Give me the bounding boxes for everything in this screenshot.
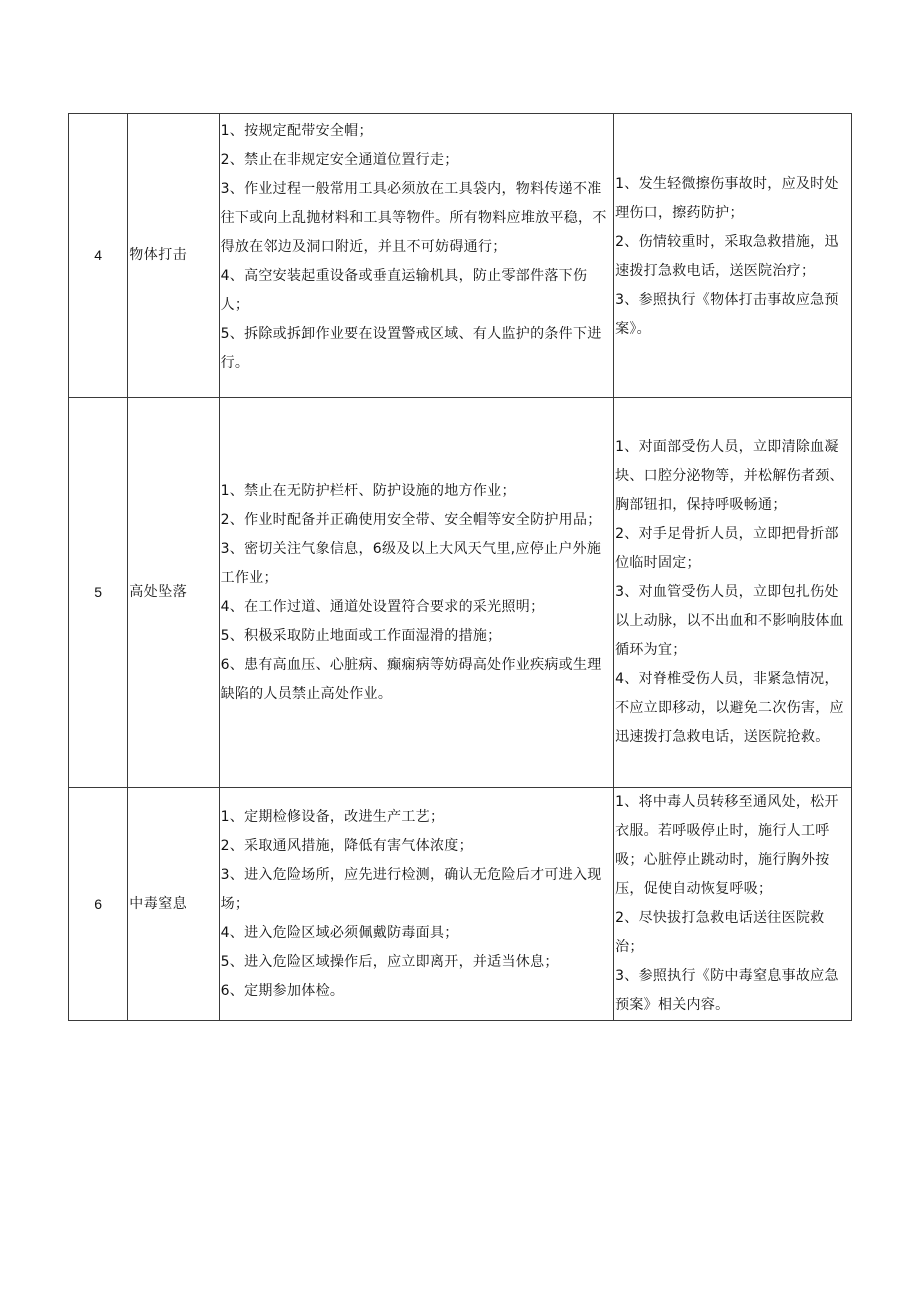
emergency-response bbox=[614, 114, 852, 398]
response-item: 1、将中毒人员转移至通风处，松开衣服。若呼吸停止时，施行人工呼吸；心脏停止跳动时，施行胸外按压，促使自动恢复呼吸； bbox=[615, 794, 839, 897]
emergency-response bbox=[614, 788, 852, 1021]
response-item: 1、发生轻微擦伤事故时，应及时处理伤口，擦药防护； bbox=[615, 176, 839, 221]
row-number: 5 bbox=[69, 398, 128, 788]
measure-item: 5、积极采取防止地面或工作面湿滑的措施； bbox=[220, 627, 502, 644]
measure-item: 1、按规定配带安全帽； bbox=[220, 123, 373, 139]
measure-item: 6、患有高血压、心脏病、癫痫病等妨碍高处作业疾病或生理缺陷的人员禁止高处作业。 bbox=[220, 656, 602, 702]
response-item: 2、尽快拔打急救电话送往医院救治； bbox=[615, 910, 825, 955]
preventive-measures bbox=[219, 398, 614, 788]
hazard-type: 高处坠落 bbox=[128, 398, 219, 788]
measure-item: 2、采取通风措施，降低有害气体浓度； bbox=[220, 837, 473, 854]
response-item: 2、伤情较重时，采取急救措施，迅速拨打急救电话，送医院治疗； bbox=[615, 234, 839, 279]
measure-item: 1、定期检修设备，改进生产工艺； bbox=[220, 808, 445, 825]
measure-item: 2、禁止在非规定安全通道位置行走； bbox=[220, 152, 459, 168]
measure-item: 4、在工作过道、通道处设置符合要求的采光照明； bbox=[220, 598, 545, 615]
response-item: 4、对脊椎受伤人员，非紧急情况，不应立即移动，以避免二次伤害，应迅速拨打急救电话，送医院抢救。 bbox=[615, 671, 844, 745]
measure-item: 2、作业时配备并正确使用安全带、安全帽等安全防护用品； bbox=[220, 511, 602, 528]
response-item: 3、参照执行《防中毒窒息事故应急预案》相关内容。 bbox=[615, 968, 839, 1013]
table-row bbox=[69, 398, 852, 788]
row-number: 4 bbox=[69, 114, 128, 398]
measure-item: 1、禁止在无防护栏杆、防护设施的地方作业； bbox=[220, 482, 516, 499]
emergency-response bbox=[614, 398, 852, 788]
response-item: 1、对面部受伤人员，立即清除血凝块、口腔分泌物等，并松解伤者颈、胸部钮扣，保持呼吸畅通； bbox=[615, 439, 844, 513]
response-item: 3、对血管受伤人员，立即包扎伤处以上动脉，以不出血和不影响肢体血循环为宜； bbox=[615, 584, 844, 658]
response-item: 3、参照执行《物体打击事故应急预案》。 bbox=[615, 292, 839, 337]
measure-item: 5、拆除或拆卸作业要在设置警戒区域、有人监护的条件下进行。 bbox=[220, 326, 602, 371]
measure-item: 5、进入危险区域操作后，应立即离开，并适当休息； bbox=[220, 953, 559, 970]
hazard-type: 中毒窒息 bbox=[128, 788, 219, 1021]
measure-item: 6、定期参加体检。 bbox=[220, 982, 345, 999]
table-row bbox=[69, 788, 852, 1021]
preventive-measures bbox=[219, 788, 614, 1021]
safety-measures-table bbox=[68, 113, 852, 1021]
response-item: 2、对手足骨折人员，立即把骨折部位临时固定； bbox=[615, 526, 839, 571]
measure-item: 3、密切关注气象信息，6级及以上大风天气里,应停止户外施工作业； bbox=[220, 540, 602, 586]
measure-item: 4、进入危险区域必须佩戴防毒面具； bbox=[220, 924, 459, 941]
table-row bbox=[69, 114, 852, 398]
row-number: 6 bbox=[69, 788, 128, 1021]
hazard-type: 物体打击 bbox=[128, 114, 219, 398]
preventive-measures bbox=[219, 114, 614, 398]
measure-item: 3、作业过程一般常用工具必须放在工具袋内，物料传递不准往下或向上乱抛材料和工具等物件。所有物料应堆放平稳，不得放在邻边及洞口附近，并且不可妨碍通行； bbox=[220, 181, 607, 255]
measure-item: 3、进入危险场所，应先进行检测，确认无危险后才可进入现场； bbox=[220, 866, 602, 912]
measure-item: 4、高空安装起重设备或垂直运输机具，防止零部件落下伤人； bbox=[220, 268, 588, 313]
